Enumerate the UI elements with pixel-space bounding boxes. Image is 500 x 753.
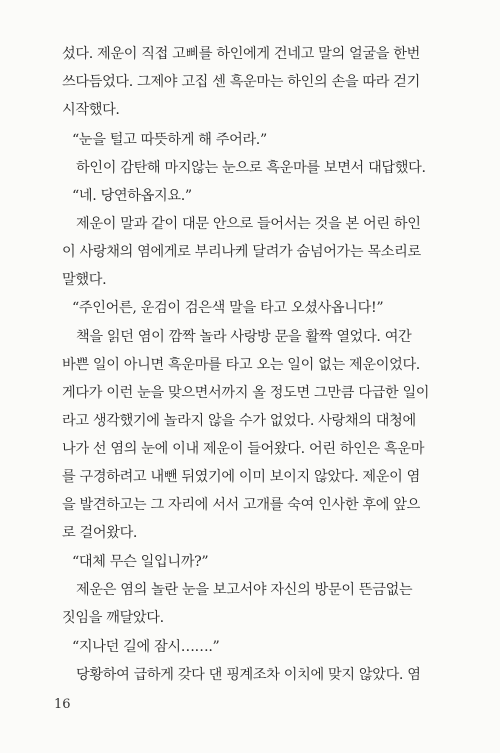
body-text-line: 시작했다.	[62, 102, 120, 118]
body-text-line: 말했다.	[62, 272, 107, 288]
body-text-line: 당황하여 급하게 갖다 댄 핑계조차 이치에 맞지 않았다. 염	[76, 667, 421, 683]
body-text-line: 를 구경하려고 내뺀 뒤였기에 이미 보이지 않았다. 제운이 염	[62, 469, 420, 485]
dialogue-line: “대체 무슨 일입니까?”	[72, 554, 209, 570]
body-text-line: 쓰다듬었다. 그제야 고집 센 흑운마는 하인의 손을 따라 걷기	[62, 74, 420, 90]
dialogue-line: “지나던 길에 잠시…….”	[72, 639, 220, 655]
body-text-line: 게다가 이런 눈을 맞으면서까지 올 정도면 그만큼 다급한 일이	[62, 385, 430, 401]
body-text-line: 을 발견하고는 그 자리에 서서 고개를 숙여 인사한 후에 앞으	[62, 497, 420, 513]
body-text-line: 하인이 감탄해 마지않는 눈으로 흑운마를 보면서 대답했다.	[76, 160, 426, 176]
dialogue-line: “눈을 털고 따뜻하게 해 주어라.”	[72, 132, 267, 148]
dialogue-line: “주인어른, 운검이 검은색 말을 타고 오셨사옵니다!”	[72, 300, 384, 316]
body-text-line: 이 사랑채의 염에게로 부리나케 달려가 숨넘어가는 목소리로	[62, 244, 421, 260]
body-text-line: 라고 생각했기에 놀라지 않을 수가 없었다. 사랑채의 대청에	[62, 413, 416, 429]
page-number: 16	[54, 697, 71, 712]
body-text-line: 바쁜 일이 아니면 흑운마를 타고 오는 일이 없는 제운이었다.	[62, 357, 420, 373]
body-text-line: 짓임을 깨달았다.	[62, 610, 164, 626]
body-text-line: 나가 선 염의 눈에 이내 제운이 들어왔다. 어린 하인은 흑운마	[62, 441, 425, 457]
dialogue-line: “네. 당연하옵지요.”	[72, 188, 192, 204]
body-text-line: 제운은 염의 놀란 눈을 보고서야 자신의 방문이 뜬금없는	[76, 582, 413, 598]
body-text-line: 섰다. 제운이 직접 고삐를 하인에게 건네고 말의 얼굴을 한번	[62, 46, 420, 62]
body-text-line: 제운이 말과 같이 대문 안으로 들어서는 것을 본 어린 하인	[76, 216, 421, 232]
body-text-line: 로 걸어왔다.	[62, 525, 138, 541]
body-text-line: 책을 읽던 염이 깜짝 놀라 사랑방 문을 활짝 열었다. 여간	[76, 329, 412, 345]
